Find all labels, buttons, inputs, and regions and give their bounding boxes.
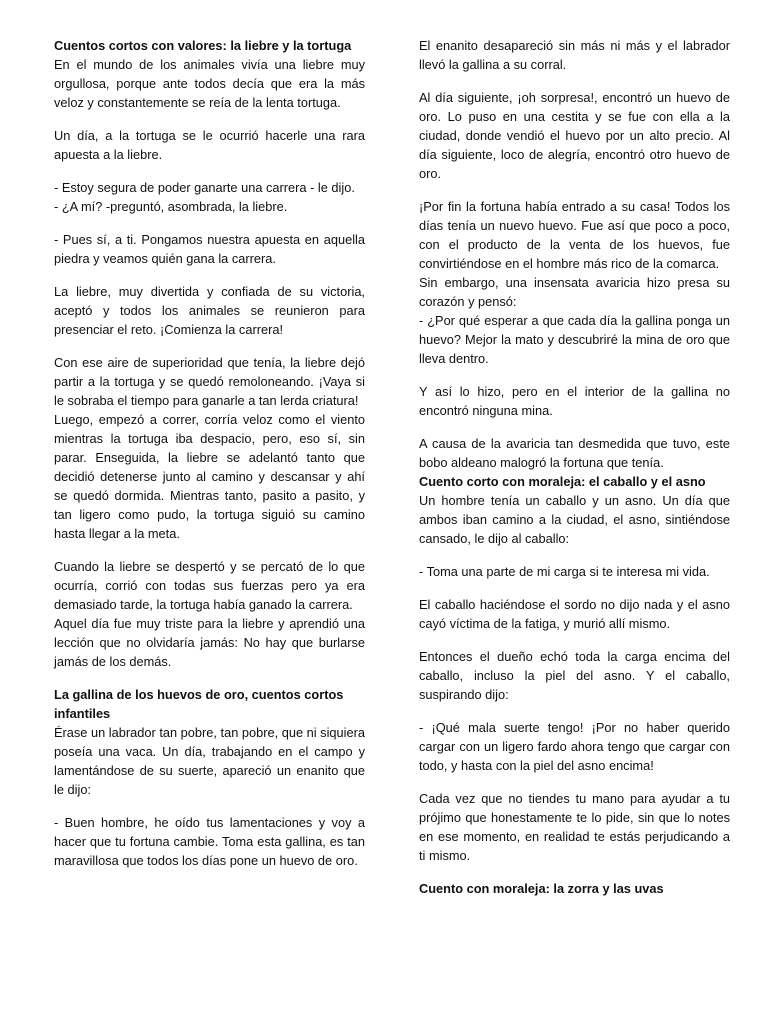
paragraph: - ¿Por qué esperar a que cada día la gallina ponga un huevo? Mejor la mato y descubriré la mina de oro que lleva dentro. [419,313,730,366]
paragraph: Sin embargo, una insensata avaricia hizo presa su corazón y pensó: [419,275,730,309]
section-heading: La gallina de los huevos de oro, cuentos cortos infantiles [54,687,344,721]
paragraph: - ¡Qué mala suerte tengo! ¡Por no haber querido cargar con un ligero fardo ahora tengo que cargar con todo, y hasta con la piel del asno encima! [419,720,730,773]
paragraph: Entonces el dueño echó toda la carga encima del caballo, incluso la piel del asno. Y el caballo, suspirando dijo: [419,649,730,702]
paragraph: A causa de la avaricia tan desmedida que tuvo, este bobo aldeano malogró la fortuna que tenía. [419,436,730,470]
section-heading: Cuento con moraleja: la zorra y las uvas [419,881,664,896]
paragraph: El caballo haciéndose el sordo no dijo nada y el asno cayó víctima de la fatiga, y murió allí mismo. [419,597,730,631]
paragraph: Érase un labrador tan pobre, tan pobre, que ni siquiera poseía una vaca. Un día, trabajando en el campo y lamentándose de su suerte, apareció un enanito que le dijo: [54,725,365,797]
paragraph: Con ese aire de superioridad que tenía, la liebre dejó partir a la tortuga y se quedó remoloneando. ¡Vaya si le sobraba el tiempo para ganarle a tan lerda criatura! [54,355,365,408]
paragraph: Un día, a la tortuga se le ocurrió hacerle una rara apuesta a la liebre. [54,128,365,162]
paragraph: Aquel día fue muy triste para la liebre y aprendió una lección que no olvidaría jamás: No hay que burlarse jamás de los demás. [54,616,365,669]
paragraph: - Pues sí, a ti. Pongamos nuestra apuesta en aquella piedra y veamos quién gana la carrera. [54,232,365,266]
paragraph: ¡Por fin la fortuna había entrado a su casa! Todos los días tenía un nuevo huevo. Fue así que poco a poco, con el producto de la venta de los huevos, fue convirtiéndose en el hombre más rico de la comarca. [419,199,730,271]
paragraph: - Estoy segura de poder ganarte una carrera - le dijo. [54,180,355,195]
paragraph: - Toma una parte de mi carga si te interesa mi vida. [419,564,710,579]
section-heading: Cuentos cortos con valores: la liebre y la tortuga [54,38,352,53]
paragraph: En el mundo de los animales vivía una liebre muy orgullosa, porque ante todos decía que era la más veloz y constantemente se reía de la lenta tortuga. [54,57,365,110]
paragraph: Y así lo hizo, pero en el interior de la gallina no encontró ninguna mina. [419,384,730,418]
left-column [54,36,365,1024]
paragraph: Al día siguiente, ¡oh sorpresa!, encontró un huevo de oro. Lo puso en una cestita y se fue con ella a la ciudad, donde vendió el huevo por un alto precio. Al día siguiente, loco de alegría, encontró otro huevo de oro. [419,90,730,181]
paragraph: La liebre, muy divertida y confiada de su victoria, aceptó y todos los animales se reunieron para presenciar el reto. ¡Comienza la carrera! [54,284,365,337]
paragraph: - ¿A mí? -preguntó, asombrada, la liebre. [54,199,288,214]
section-heading: Cuento corto con moraleja: el caballo y el asno [419,474,706,489]
right-column [419,36,730,1024]
paragraph: Un hombre tenía un caballo y un asno. Un día que ambos iban camino a la ciudad, el asno, sintiéndose cansado, le dijo al caballo: [419,493,730,546]
paragraph: El enanito desapareció sin más ni más y el labrador llevó la gallina a su corral. [419,38,730,72]
paragraph: Cada vez que no tiendes tu mano para ayudar a tu prójimo que honestamente te lo pide, sin que lo notes en ese momento, en realidad te estás perjudicando a ti mismo. [419,791,730,863]
paragraph: - Buen hombre, he oído tus lamentaciones y voy a hacer que tu fortuna cambie. Toma esta gallina, es tan maravillosa que todos los días pone un huevo de oro. [54,815,365,868]
paragraph: Cuando la liebre se despertó y se percató de lo que ocurría, corrió con todas sus fuerzas pero ya era demasiado tarde, la tortuga había ganado la carrera. [54,559,365,612]
paragraph: Luego, empezó a correr, corría veloz como el viento mientras la tortuga iba despacio, pero, eso sí, sin parar. Enseguida, la liebre se adelantó tanto que decidió detenerse junto al camino y descansar y ahí se quedó dormida. Mientras tanto, pasito a pasito, y tan ligero como pudo, la tortuga siguió su camino hasta llegar a la meta. [54,412,365,541]
